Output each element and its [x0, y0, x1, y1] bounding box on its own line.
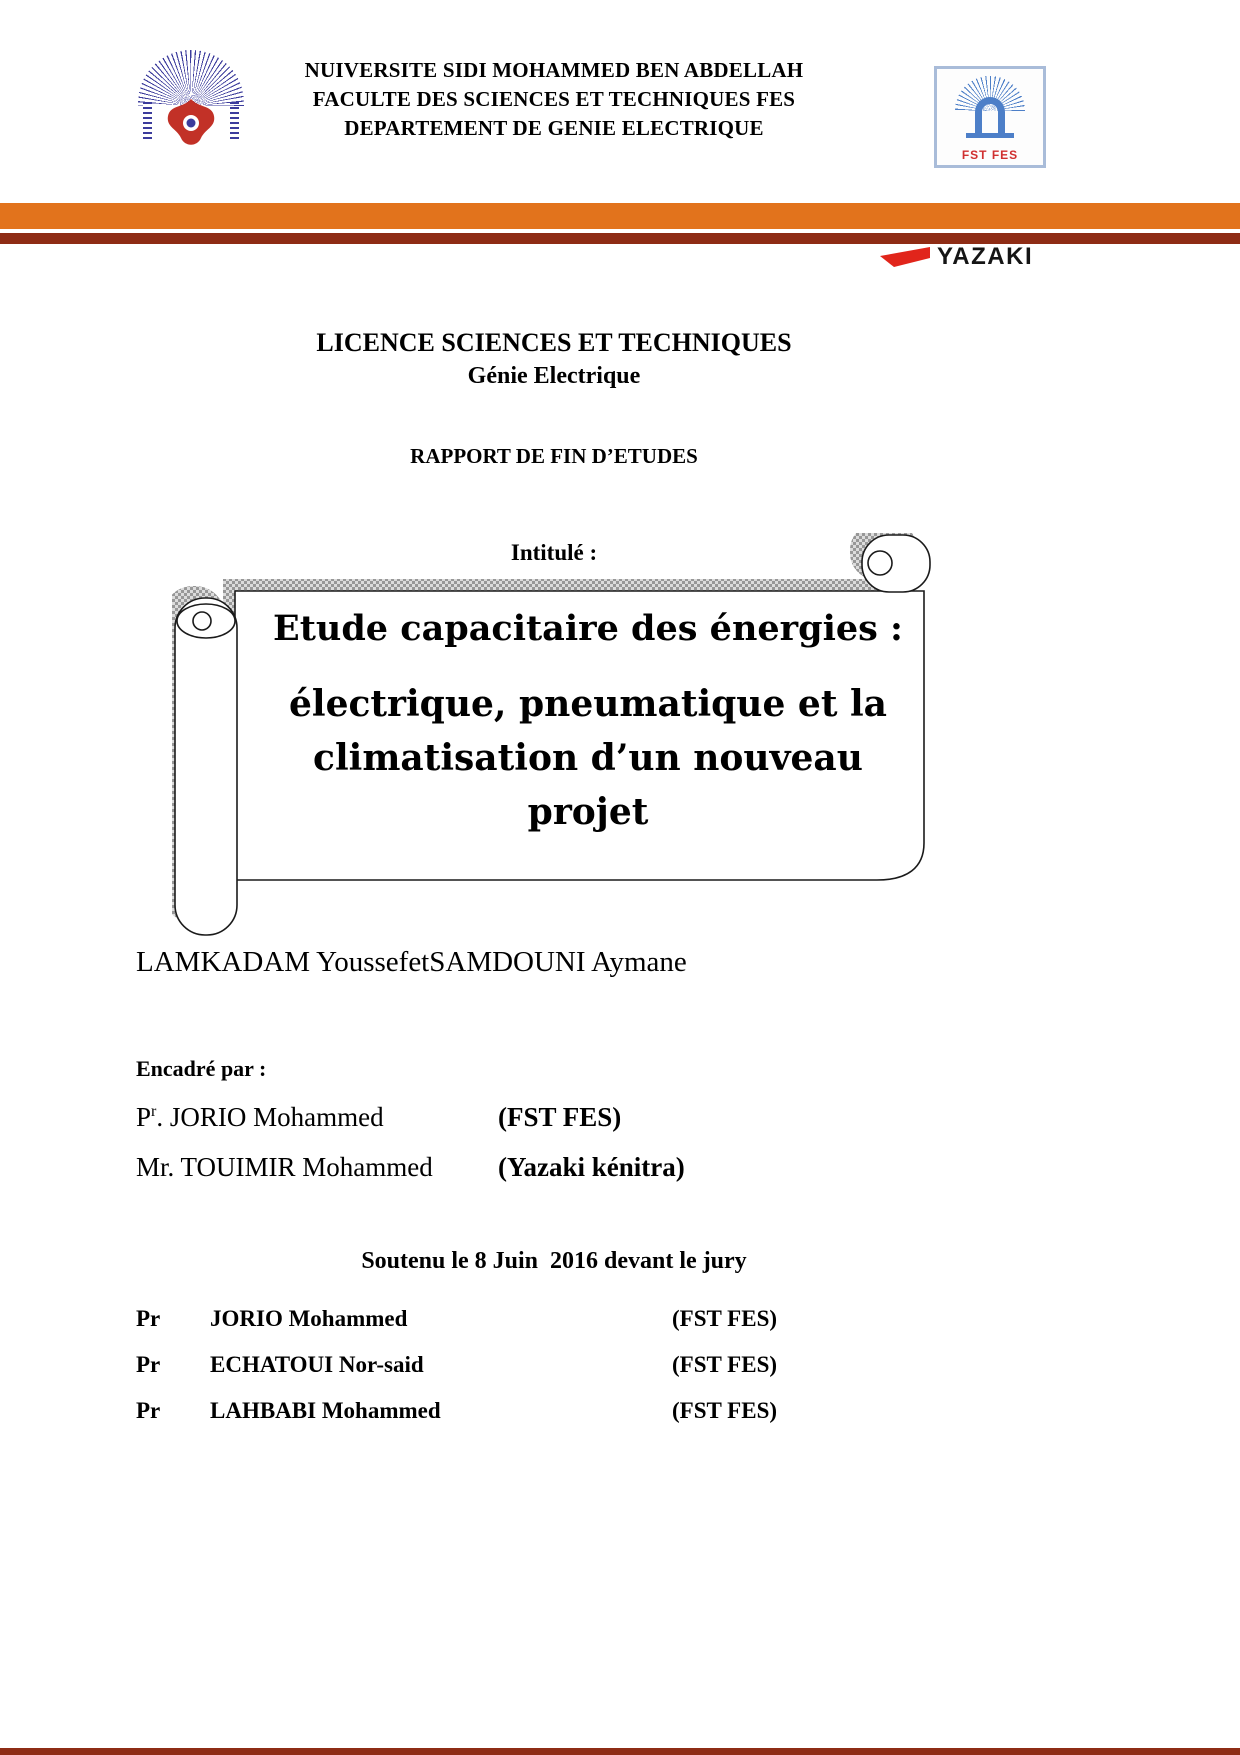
supervisor-row [136, 1142, 976, 1192]
defense-heading: Soutenu le 8 Juin 2016 devant le jury [361, 1248, 747, 1274]
jury-member-affiliation: (FST FES) [672, 1306, 778, 1331]
institution-header [134, 56, 974, 143]
jury-member-name: LAHBABI Mohammed [210, 1398, 441, 1423]
jury-row [136, 1296, 976, 1342]
yazaki-logo-text: YAZAKI [937, 243, 1034, 270]
faculty-name: FACULTE DES SCIENCES ET TECHNIQUES FES [312, 87, 796, 111]
authors: LAMKADAM YoussefetSAMDOUNI Aymane [136, 946, 687, 978]
report-title-line2: électrique, pneumatique et la [289, 683, 887, 725]
title-scroll [172, 533, 934, 938]
department-name: DEPARTEMENT DE GENIE ELECTRIQUE [344, 116, 764, 140]
supervisor-row [136, 1092, 976, 1142]
jury-member-name: JORIO Mohammed [210, 1306, 408, 1331]
university-name: NUIVERSITE SIDI MOHAMMED BEN ABDELLAH [304, 58, 804, 82]
degree-specialty: Génie Electrique [467, 363, 641, 389]
supervisor-affiliation: (Yazaki kénitra) [498, 1151, 685, 1182]
jury-row [136, 1342, 976, 1388]
degree-heading [134, 328, 974, 390]
report-title-line1: Etude capacitaire des énergies : [273, 608, 903, 649]
jury-member-title: Pr [136, 1352, 161, 1377]
jury-member-title: Pr [136, 1306, 161, 1331]
yazaki-mark-icon [880, 247, 930, 267]
fst-logo [934, 66, 1046, 168]
supervisor-affiliation: (FST FES) [498, 1101, 622, 1132]
jury-row [136, 1388, 976, 1434]
title-label: Intitulé : [510, 540, 598, 565]
jury-member-affiliation: (FST FES) [672, 1352, 778, 1377]
fst-logo-arch-icon [975, 97, 1005, 133]
fst-logo-base-icon [966, 133, 1014, 138]
degree-program: LICENCE SCIENCES ET TECHNIQUES [316, 328, 792, 357]
report-title-line3: climatisation d’un nouveau projet [313, 737, 863, 833]
report-title [247, 605, 929, 839]
jury-list [136, 1296, 976, 1434]
supervisor-name: $P^r$. JORIO Mohammed [136, 1101, 384, 1132]
report-type: RAPPORT DE FIN D’ETUDES [410, 444, 698, 468]
jury-member-affiliation: (FST FES) [672, 1398, 778, 1423]
supervisor-name: Mr. TOUIMIR Mohammed [136, 1151, 433, 1182]
jury-member-name: ECHATOUI Nor-said [210, 1352, 424, 1377]
bottom-divider-bar [0, 1748, 1240, 1755]
yazaki-logo [880, 243, 1033, 271]
supervision-list [136, 1092, 976, 1192]
orange-divider-bar [0, 203, 1240, 229]
jury-member-title: Pr [136, 1398, 161, 1423]
maroon-divider-bar [0, 233, 1240, 244]
supervision-label: Encadré par : [136, 1056, 267, 1081]
fst-logo-label: FST FES [961, 148, 1019, 162]
